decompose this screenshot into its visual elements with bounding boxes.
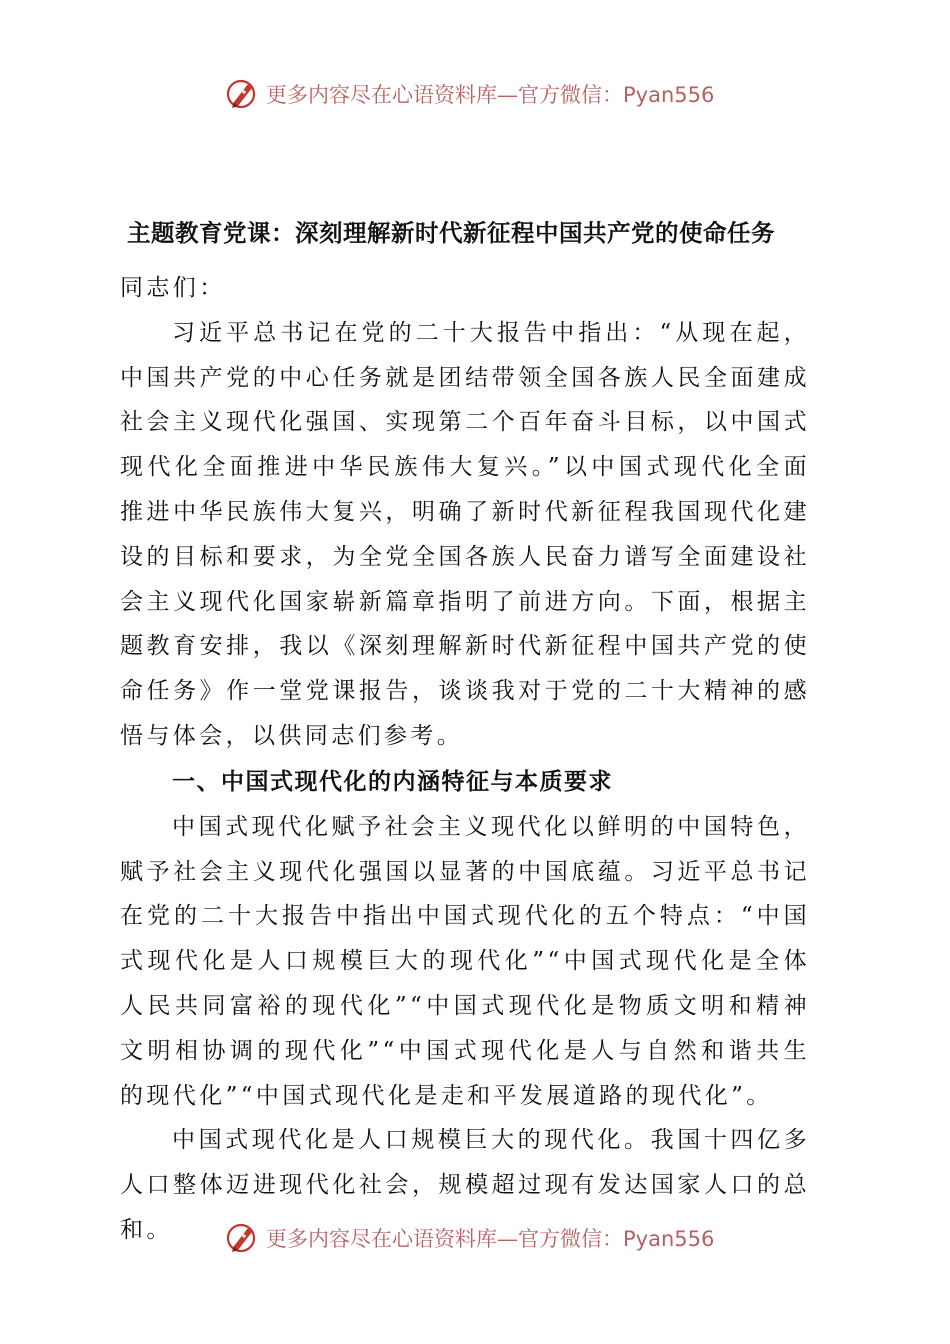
section-heading-1: 一、中国式现代化的内涵特征与本质要求 <box>172 768 613 795</box>
document-title: 主题教育党课：深刻理解新时代新征程中国共产党的使命任务 <box>127 219 775 247</box>
watermark-text: 更多内容尽在心语资料库—官方微信：Pyan556 <box>266 83 715 107</box>
fountain-pen-logo-icon <box>224 76 260 112</box>
wechat-id: Pyan556 <box>623 83 715 107</box>
salutation: 同志们： <box>120 275 226 301</box>
fountain-pen-logo-icon <box>224 1220 260 1256</box>
watermark-text: 更多内容尽在心语资料库—官方微信：Pyan556 <box>266 1227 715 1251</box>
paragraph-population: 中国式现代化是人口规模巨大的现代化。我国十四亿多人口整体迈进现代化社会，规模超过现有发达国家人口的总和。 <box>120 1127 810 1243</box>
footer-watermark <box>224 1218 714 1258</box>
paragraph-five-features: 中国式现代化赋予社会主义现代化以鲜明的中国特色，赋予社会主义现代化强国以显著的中国底蕴。习近平总书记在党的二十大报告中指出中国式现代化的五个特点：“中国式现代化是人口规模巨大的现代化”“中国式现代化是全体人民共同富裕的现代化”“中国式现代化是物质文明和精神文明相协调的现代化”“中国式现代化是人与自然和谐共生的现代化”“中国式现代化是走和平发展道路的现代化”。 <box>120 813 810 1109</box>
paragraph-intro: 习近平总书记在党的二十大报告中指出：“从现在起，中国共产党的中心任务就是团结带领全国各族人民全面建成社会主义现代化强国、实现第二个百年奋斗目标，以中国式现代化全面推进中华民族伟大复兴。”以中国式现代化全面推进中华民族伟大复兴，明确了新时代新征程我国现代化建设的目标和要求，为全党全国各族人民奋力谱写全面建设社会主义现代化国家崭新篇章指明了前进方向。下面，根据主题教育安排，我以《深刻理解新时代新征程中国共产党的使命任务》作一堂党课报告，谈谈我对于党的二十大精神的感悟与体会，以供同志们参考。 <box>120 319 810 749</box>
wechat-id: Pyan556 <box>623 1227 715 1251</box>
header-watermark <box>224 74 714 114</box>
document-body <box>120 210 810 1253</box>
